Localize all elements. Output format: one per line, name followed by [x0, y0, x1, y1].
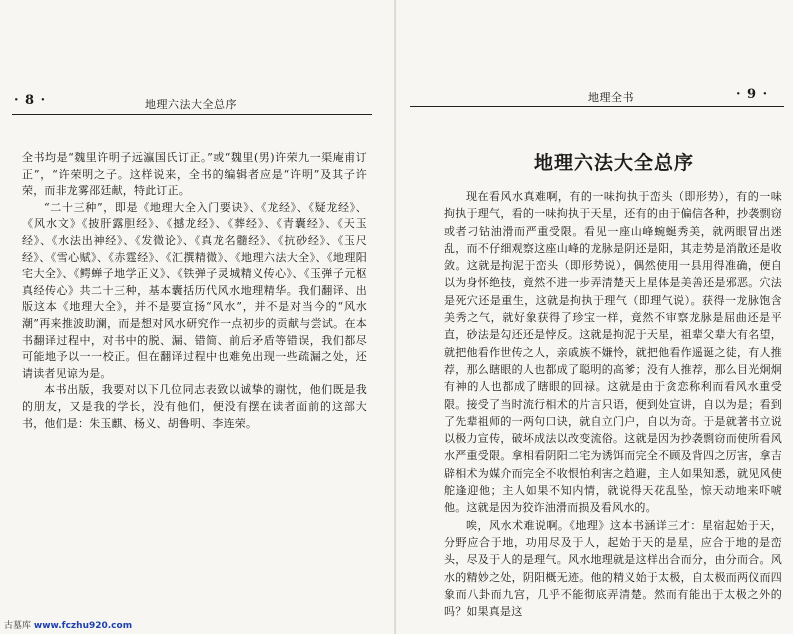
- watermark-footer: [4, 618, 132, 631]
- paragraph: 唉，风水术难说啊。《地理》这本书涵详三才：星宿起始于天，分野应合于地，功用尽及于人，起始于天的是星，应合于地的是峦头，尽及于人的是理气。风水地理就是这样出合而分，由分而合。风水的精妙之处，阴阳概无迹。他的精义始于太极，自太极而两仪而四象而八卦而九宫，几乎不能彻底弄清楚。然而有能出于太极之外的吗？如果真是这: [444, 518, 782, 619]
- right-body: [444, 188, 782, 620]
- paragraph: 现在看风水真难啊，有的一味拘执于峦头（即形势），有的一味拘执于理气，看的一味拘执于天星，还有的由于偏信各种，抄袭剽窃或者刁钻油滑而严重受限。看见一座山峰蜿蜒秀美，就两眼冒出迷乱，而不仔细观察这座山峰的龙脉是阴还是阳，其走势是消散还是收敛。这就是拘泥于峦头（即形势说），偶然使用一县用得准确，便自以为身怀绝技，竟然不进一步弄清楚天上星体是美善还是邪恶。穴法是死穴还是重生，这就是拘执于理气（即理气说）。获得一龙脉饱含美秀之气，就好象获得了珍宝一样，竟然不审察龙脉是屈曲还是平直，砂法是勾还还是悖反。这就是拘泥于天星，祖辈父辈大有名望，就把他看作世传之人，亲戚族不嫌怜，就把他看作遥诞之徒，有人推荐，那么瞎眼的人也都成了聪明的高爹；没有人推荐，那么目光炯炯有神的人也都成了瞎眼的回禄。这就是由于贪恋称利而看风水重受限。接受了当时流行相术的片言只语，便到处宣讲，自以为是；看到了先辈祖师的一两句口诀，就自立门户，自以为奇。于是就著书立说以极力宣传，破坏成法以改变流俗。这就是因为抄袭剽窃而使所看风水严重受限。拿相看阴阳二宅为诱饵而完全不顾及背四之厉害，拿吉辟相术为媒介而完全不收恨怕利害之趋避，主人如果知悉，就见风使舵逢迎他；主人如果不知内情，就说得天花乱坠，惊天动地来吓唬他。这就是因为狡诈油滑而损及看风水的。: [444, 190, 782, 515]
- left-body: [22, 150, 367, 432]
- site-url: www.fczhu920.com: [33, 621, 133, 631]
- header-rule: [410, 106, 784, 107]
- paragraph: 本书出版，我要对以下几位同志表致以诚挚的谢忱，他们既是我的朋友，又是我的学长，没有他们，便没有摆在读者面前的这部大书，他们是：朱玉麒、杨义、胡鲁明、李连荣。: [22, 383, 367, 430]
- page-number: · 8 ·: [14, 93, 47, 108]
- running-header: 地理六法大全总序: [145, 98, 237, 111]
- site-name: 古墓库: [4, 621, 32, 631]
- page-number: · 9 ·: [736, 87, 769, 102]
- paragraph: 全书均是“魏里许明子远瀛国氏订正。”或“魏里(男)许荣九一渠庵甫订正”，“许荣明之子。这样说来，全书的编辑者应是“许明”及其子许荣，而非龙雾邵廷献，特此订正。: [22, 151, 367, 198]
- left-page: [0, 0, 396, 634]
- running-header: 地理全书: [588, 91, 634, 104]
- paragraph: “二十三种”，即是《地理大全入门要诀》、《龙经》、《疑龙经》、《风水文》《披肝露胆经》、《撼龙经》、《葬经》、《青囊经》、《天玉经》、《水法出神经》、《发微论》、《真龙名髓经》、《抗砂经》、《玉尺经》、《雪心赋》、《赤霆经》、《汇撰精微》、《地理六法大全》、《地理阳宅大全》、《鳄蝉子地学正义》、《铁弹子灵城精义传心》、《玉弹子元枢真经传心》共二十三种，基本囊括历代风水地理精华。我们翻译、出版这本《地理大全》，并不是要宣扬“风水”，并不是对当今的“风水潮”再来推波助澜，而是想对风水研究作一点初步的贡献与尝试。在本书翻译过程中，对书中的脱、漏、错简、前后矛盾等错误，我们都尽可能地予以一一校正。但在翻译过程中也难免出现一些疏漏之处，还请读者见谅为是。: [22, 200, 367, 380]
- header-rule: [12, 114, 372, 115]
- chapter-title: 地理六法大全总序: [534, 152, 695, 174]
- right-page: [396, 0, 793, 634]
